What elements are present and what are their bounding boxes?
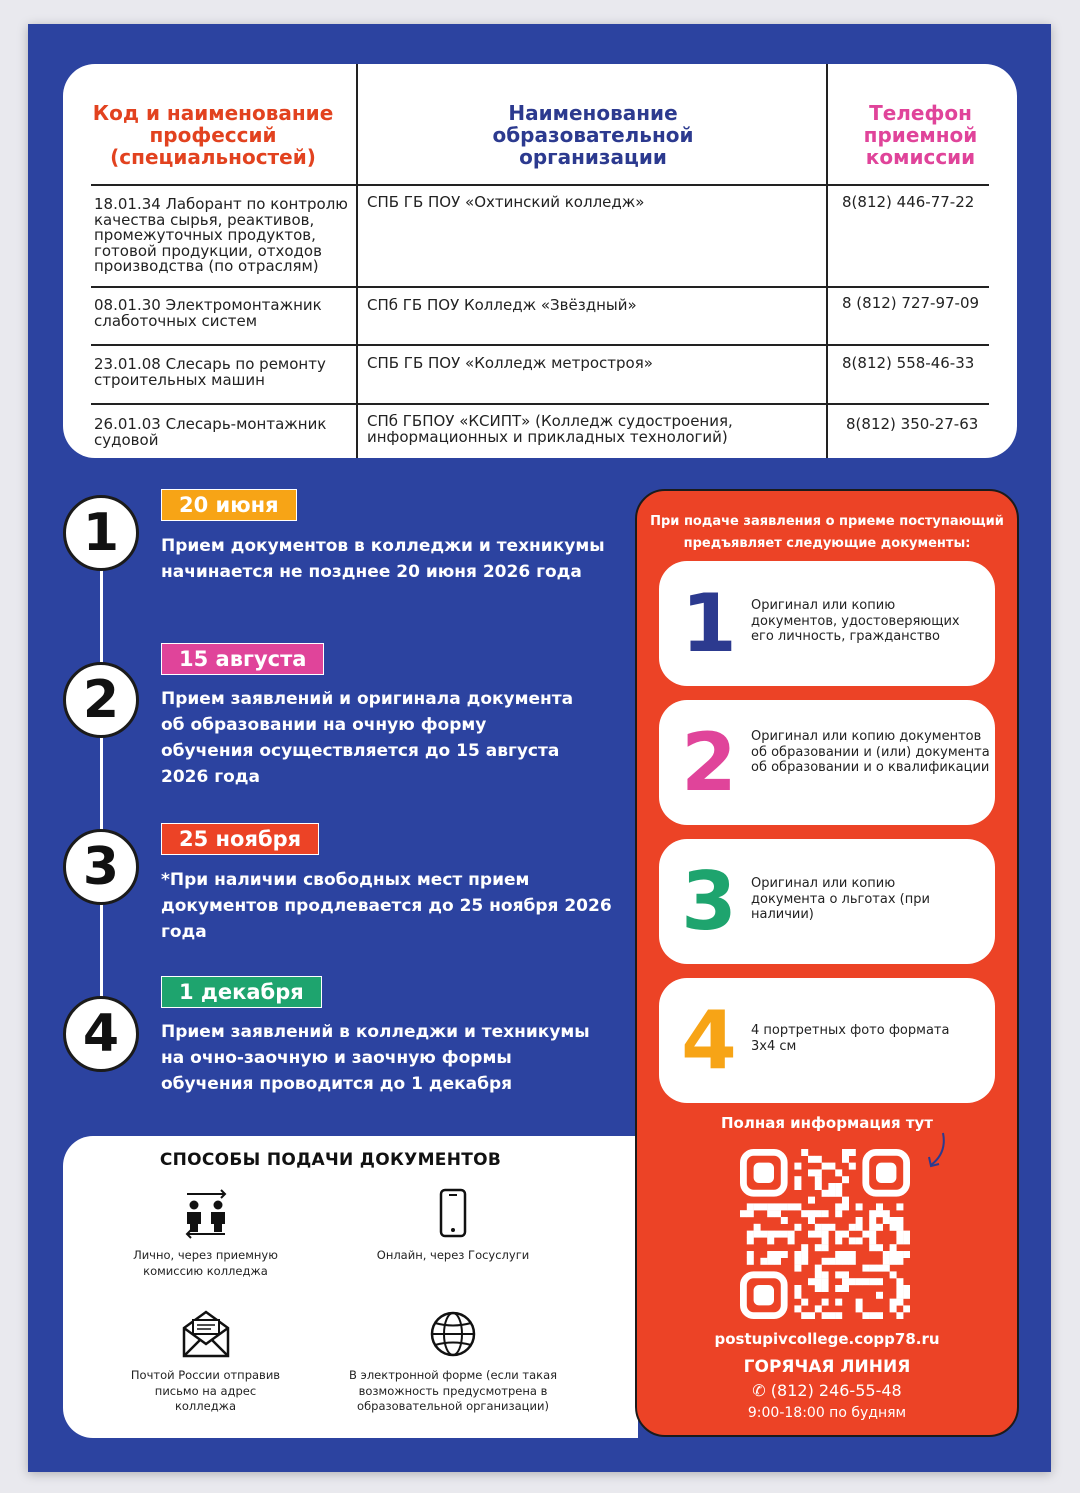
table-divider	[356, 64, 358, 458]
document-card	[659, 978, 995, 1103]
step-text: Прием документов в колледжи и техникумы начинается не позднее 20 июня 2026 года	[161, 536, 605, 582]
row-organization: СПб ГБ ПОУ Колледж «Звёздный»	[367, 296, 637, 314]
methods-title: СПОСОБЫ ПОДАЧИ ДОКУМЕНТОВ	[159, 1150, 502, 1170]
header-phone: Телефон приемной комиссии	[863, 101, 978, 169]
document-number: 2	[681, 716, 737, 809]
row-code-name: 23.01.08 Слесарь по ремонту строительных машин	[94, 355, 326, 389]
table-divider	[91, 403, 989, 405]
hotline-title: ГОРЯЧАЯ ЛИНИЯ	[743, 1357, 911, 1377]
arrow-down-icon	[925, 1131, 949, 1171]
step-text: *При наличии свободных мест прием документов продлевается до 25 ноября 2026 года	[161, 870, 612, 942]
submission-methods	[63, 1136, 638, 1438]
smartphone-icon	[426, 1188, 480, 1240]
document-text: Оригинал или копию документов, удостоверяющих его личность, гражданство	[751, 598, 960, 644]
row-phone: 8(812) 446-77-22	[842, 193, 975, 211]
table-divider	[91, 184, 989, 186]
row-code-name: 08.01.30 Электромонтажник слаботочных систем	[94, 296, 322, 330]
row-phone: 8 (812) 727-97-09	[842, 294, 980, 312]
date-badge: 25 ноября	[161, 823, 319, 855]
document-card	[659, 700, 995, 825]
timeline-line	[100, 534, 103, 1034]
document-number: 3	[681, 855, 737, 948]
full-info-label: Полная информация тут	[720, 1114, 933, 1132]
hotline-phone-number: (812) 246-55-48	[770, 1381, 902, 1400]
documents-panel	[635, 489, 1019, 1437]
table-divider	[91, 286, 989, 288]
poster	[28, 24, 1051, 1472]
header-code-name: Код и наименование профессий (специальностей)	[92, 101, 334, 169]
row-phone: 8(812) 558-46-33	[842, 354, 975, 372]
method-label: В электронной форме (если такая возможность предусмотрена в образовательной организации)	[348, 1368, 558, 1413]
step-number: 1	[63, 495, 139, 571]
row-code-name: 26.01.03 Слесарь-монтажник судовой	[94, 415, 327, 449]
row-organization: СПб ГБПОУ «КСИПТ» (Колледж судостроения, информационных и прикладных технологий)	[367, 412, 733, 446]
document-card	[659, 561, 995, 686]
method-label: Лично, через приемную комиссию колледжа	[133, 1248, 278, 1278]
date-badge: 20 июня	[161, 489, 297, 521]
method-online	[368, 1188, 538, 1264]
document-text: Оригинал или копию документа о льготах (при наличии)	[751, 876, 930, 922]
row-code-name: 18.01.34 Лаборант по контролю качества сырья, реактивов, промежуточных продуктов, готовой продукции, отходов производства (по отраслям)	[94, 195, 348, 275]
qr-code[interactable]	[740, 1149, 910, 1319]
hotline-phone[interactable]	[637, 1381, 1017, 1400]
step-text: Прием заявлений в колледжи и техникумы на очно-заочную и заочную формы обучения проводится до 1 декабря	[161, 1022, 590, 1094]
document-text: Оригинал или копию документов об образовании и (или) документа об образовании и о квалификации	[751, 729, 990, 775]
step-number: 4	[63, 996, 139, 1072]
method-label: Почтой России отправив письмо на адрес колледжа	[130, 1368, 281, 1413]
document-text: 4 портретных фото формата 3х4 см	[751, 1023, 950, 1054]
step-text: Прием заявлений и оригинала документа об образовании на очную форму обучения осуществляется до 15 августа 2026 года	[161, 689, 574, 787]
method-post	[128, 1308, 283, 1415]
date-badge: 15 августа	[161, 643, 324, 675]
method-electronic	[318, 1308, 588, 1415]
envelope-icon	[179, 1308, 233, 1360]
documents-intro: При подаче заявления о приеме поступающий предъявляет следующие документы:	[650, 514, 1004, 551]
document-number: 1	[681, 577, 737, 670]
table-divider	[91, 344, 989, 346]
phone-icon: ✆	[752, 1381, 766, 1400]
step-number: 3	[63, 829, 139, 905]
globe-icon	[426, 1308, 480, 1360]
row-organization: СПБ ГБ ПОУ «Охтинский колледж»	[367, 193, 645, 211]
header-organization: Наименование образовательной организации	[492, 101, 694, 169]
website-link[interactable]: postupivcollege.copp78.ru	[714, 1330, 940, 1348]
document-number: 4	[681, 994, 737, 1087]
people-exchange-icon	[179, 1188, 233, 1240]
colleges-table	[63, 64, 1017, 458]
date-badge: 1 декабря	[161, 976, 322, 1008]
row-organization: СПБ ГБ ПОУ «Колледж метростроя»	[367, 354, 653, 372]
row-phone: 8(812) 350-27-63	[846, 415, 979, 433]
method-label: Онлайн, через Госуслуги	[376, 1248, 530, 1262]
step-number: 2	[63, 662, 139, 738]
table-divider	[826, 64, 828, 458]
document-card	[659, 839, 995, 964]
method-in-person	[118, 1188, 293, 1279]
hotline-hours: 9:00-18:00 по будням	[747, 1405, 907, 1421]
